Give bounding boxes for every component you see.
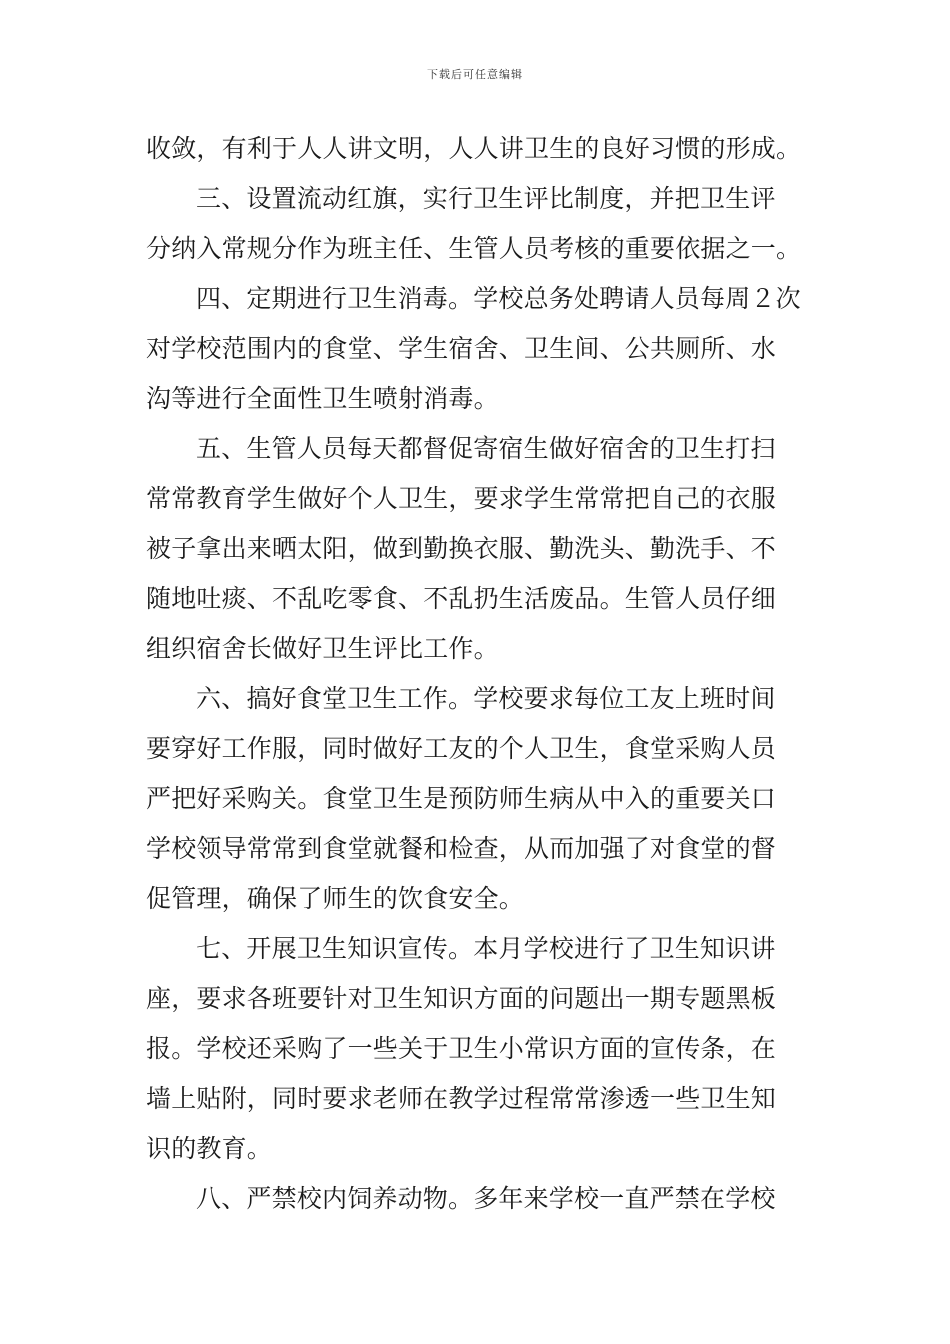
text-line: 七、开展卫生知识宣传。本月学校进行了卫生知识讲 xyxy=(196,934,776,963)
text-line: 随地吐痰、不乱吃零食、不乱扔生活废品。生管人员仔细 xyxy=(146,584,777,613)
text-line: 对学校范围内的食堂、学生宿舍、卫生间、公共厕所、水 xyxy=(146,334,777,363)
text-line: 促管理，确保了师生的饮食安全。 xyxy=(146,884,525,913)
text-line: 墙上贴附，同时要求老师在教学过程常常渗透一些卫生知 xyxy=(146,1084,777,1113)
text-line: 报。学校还采购了一些关于卫生小常识方面的宣传条，在 xyxy=(146,1034,777,1063)
text-line: 被子拿出来晒太阳，做到勤换衣服、勤洗头、勤洗手、不 xyxy=(146,534,777,563)
text-line: 组织宿舍长做好卫生评比工作。 xyxy=(146,634,499,663)
text-line: 六、搞好食堂卫生工作。学校要求每位工友上班时间 xyxy=(196,684,776,713)
text-line: 五、生管人员每天都督促寄宿生做好宿舍的卫生打扫 xyxy=(196,434,776,463)
text-line: 常常教育学生做好个人卫生，要求学生常常把自己的衣服 xyxy=(146,484,777,513)
text-line: 要穿好工作服，同时做好工友的个人卫生，食堂采购人员 xyxy=(146,734,777,763)
text-line: 三、设置流动红旗，实行卫生评比制度，并把卫生评 xyxy=(196,184,776,213)
text-line: 沟等进行全面性卫生喷射消毒。 xyxy=(146,384,499,413)
text-line: 学校领导常常到食堂就餐和检查，从而加强了对食堂的督 xyxy=(146,834,777,863)
text-line: 分纳入常规分作为班主任、生管人员考核的重要依据之一。 xyxy=(146,234,802,263)
text-line: 识的教育。 xyxy=(146,1134,273,1163)
text-line: 严把好采购关。食堂卫生是预防师生病从中入的重要关口 xyxy=(146,784,777,813)
text-line: 收敛，有利于人人讲文明，人人讲卫生的良好习惯的形成。 xyxy=(146,134,802,163)
text-line: 座，要求各班要针对卫生知识方面的问题出一期专题黑板 xyxy=(146,984,777,1013)
text-line: 四、定期进行卫生消毒。学校总务处聘请人员每周２次 xyxy=(196,284,801,313)
text-line: 八、严禁校内饲养动物。多年来学校一直严禁在学校 xyxy=(196,1184,776,1213)
document-body xyxy=(146,124,808,1224)
page-header-note: 下载后可任意编辑 xyxy=(427,68,523,81)
